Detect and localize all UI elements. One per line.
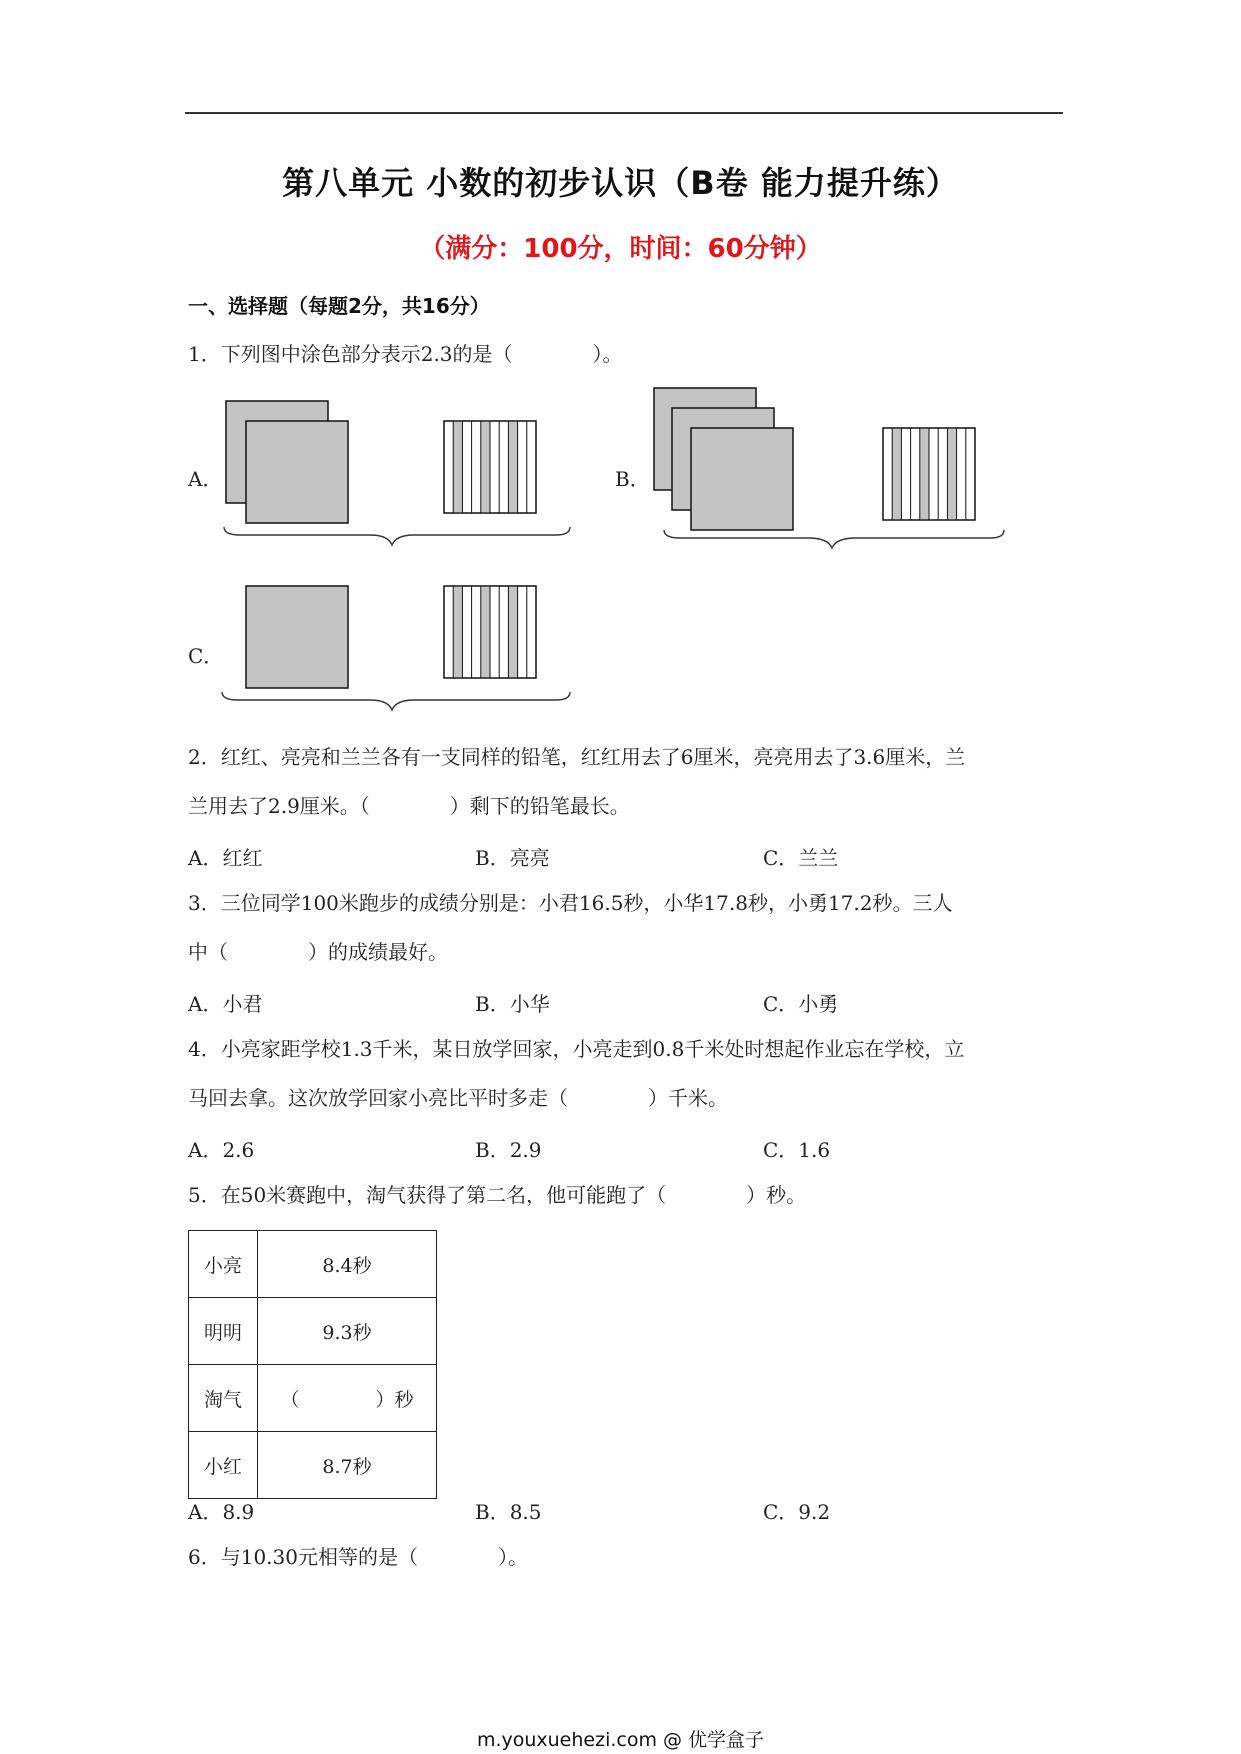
race-times-table [188, 1230, 437, 1499]
shaded-strip [920, 428, 929, 520]
shaded-strip [892, 428, 901, 520]
figure-option-c-label: C． [188, 644, 224, 668]
figure-option-b [648, 382, 1018, 557]
question-2-line-2: 兰用去了2.9厘米。（ ）剩下的铅笔最长。 [188, 794, 630, 818]
figure-option-b-label: B． [615, 467, 650, 491]
question-3-option-b: B．小华 [475, 992, 550, 1016]
runner-name: 小亮 [189, 1231, 258, 1298]
question-3-line-1: 3．三位同学100米跑步的成绩分别是：小君16.5秒，小华17.8秒，小勇17.2秒。三人 [188, 891, 953, 915]
question-4-line-1: 4．小亮家距学校1.3千米，某日放学回家，小亮走到0.8千米处时想起作业忘在学校，立 [188, 1037, 965, 1061]
tenth-strip [444, 586, 536, 678]
section-heading: 一、选择题（每题2分，共16分） [188, 294, 490, 318]
runner-time: 8.7秒 [258, 1432, 437, 1499]
question-3-option-c: C．小勇 [763, 992, 839, 1016]
question-4-option-c: C．1.6 [763, 1138, 831, 1162]
figure-option-c [220, 580, 580, 715]
table-row [189, 1298, 437, 1365]
question-5-text: 5．在50米赛跑中，淘气获得了第二名，他可能跑了（ ）秒。 [188, 1183, 807, 1207]
question-4-option-b: B．2.9 [475, 1138, 542, 1162]
question-4-line-2: 马回去拿。这次放学回家小亮比平时多走（ ）千米。 [188, 1086, 728, 1110]
runner-time: 9.3秒 [258, 1298, 437, 1365]
unit-square [246, 421, 348, 523]
runner-time: 8.4秒 [258, 1231, 437, 1298]
question-4-option-a: A．2.6 [188, 1138, 255, 1162]
shaded-strip [481, 421, 490, 513]
table-row [189, 1432, 437, 1499]
runner-name: 淘气 [189, 1365, 258, 1432]
table-row [189, 1231, 437, 1298]
tenth-strip [444, 421, 536, 513]
question-3-line-2: 中（ ）的成绩最好。 [188, 940, 448, 964]
shaded-strip [453, 421, 462, 513]
unit-square [691, 428, 793, 530]
runner-name: 小红 [189, 1432, 258, 1499]
shaded-strip [508, 586, 517, 678]
question-2-option-c: C．兰兰 [763, 846, 839, 870]
page-title: 第八单元 小数的初步认识（B卷 能力提升练） [282, 164, 959, 202]
question-2-option-b: B．亮亮 [475, 846, 550, 870]
exam-info: （满分：100分，时间：60分钟） [419, 234, 822, 264]
question-2-line-1: 2．红红、亮亮和兰兰各有一支同样的铅笔，红红用去了6厘米，亮亮用去了3.6厘米，兰 [188, 745, 966, 769]
table-row [189, 1365, 437, 1432]
runner-name: 明明 [189, 1298, 258, 1365]
header-rule [185, 112, 1063, 114]
question-2-option-a: A．红红 [188, 846, 263, 870]
figure-option-a-label: A． [188, 467, 223, 491]
brace [224, 527, 570, 545]
shaded-strip [453, 586, 462, 678]
question-5-option-b: B．8.5 [475, 1500, 542, 1524]
question-1-text: 1．下列图中涂色部分表示2.3的是（ ）。 [188, 342, 623, 366]
footer-watermark: m.youxuehezi.com @ 优学盒子 [476, 1729, 765, 1751]
question-3-option-a: A．小君 [188, 992, 263, 1016]
brace [222, 692, 570, 710]
shaded-strip [508, 421, 517, 513]
question-5-option-a: A．8.9 [188, 1500, 255, 1524]
tenth-strip [883, 428, 975, 520]
shaded-strip [947, 428, 956, 520]
runner-time: （ ）秒 [258, 1365, 437, 1432]
figure-option-a [220, 395, 580, 555]
question-6-text: 6．与10.30元相等的是（ ）。 [188, 1545, 528, 1569]
unit-square [246, 586, 348, 688]
brace [664, 530, 1004, 548]
shaded-strip [481, 586, 490, 678]
question-5-option-c: C．9.2 [763, 1500, 831, 1524]
